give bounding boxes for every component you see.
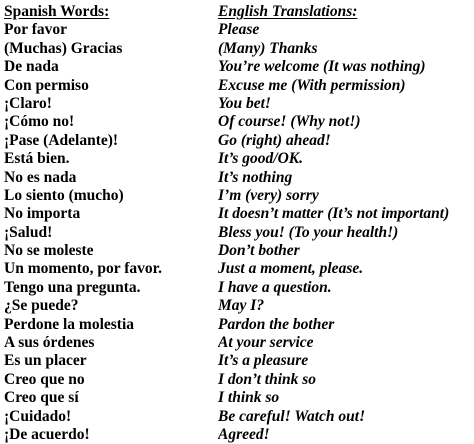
spanish-rows [4, 21, 214, 444]
spanish-phrase: ¡Salud! [4, 223, 53, 241]
english-translation: I don’t think so [218, 370, 317, 388]
spanish-phrase: ¡Cuidado! [4, 407, 72, 425]
english-translation: It doesn’t matter (It’s not important) [218, 205, 450, 223]
english-translation: I have a question. [218, 278, 332, 296]
spanish-phrase: Con permiso [4, 76, 89, 94]
english-translation: Please [218, 21, 260, 39]
spanish-phrase: No es nada [4, 168, 77, 186]
spanish-phrase: Es un placer [4, 352, 87, 370]
english-header: English Translations: [218, 3, 358, 20]
english-translation: Be careful! Watch out! [218, 407, 366, 425]
spanish-phrase: De nada [4, 58, 59, 76]
spanish-phrase: Perdone la molestia [4, 315, 135, 333]
spanish-phrase: (Muchas) Gracias [4, 39, 123, 57]
english-translation: It’s nothing [218, 168, 293, 186]
english-translation: I think so [218, 389, 280, 407]
english-translation: Bless you! (To your health!) [218, 223, 399, 241]
spanish-phrase: Tengo una pregunta. [4, 278, 141, 296]
english-translation: Pardon the bother [218, 315, 335, 333]
spanish-phrase: Creo que sí [4, 389, 79, 407]
english-translation: I’m (very) sorry [218, 186, 319, 204]
english-translation: Go (right) ahead! [218, 131, 331, 149]
english-translation: It’s good/OK. [218, 150, 303, 168]
spanish-header: Spanish Words: [4, 3, 110, 20]
spanish-phrase: ¡Pase (Adelante)! [4, 131, 119, 149]
spanish-phrase: ¡Claro! [4, 94, 52, 112]
spanish-phrase: No se moleste [4, 242, 94, 260]
english-translation: You’re welcome (It was nothing) [218, 58, 426, 76]
spanish-column [4, 3, 214, 444]
english-column [218, 3, 472, 444]
spanish-phrase: ¡De acuerdo! [4, 425, 90, 443]
english-translation: At your service [218, 334, 314, 352]
english-rows [218, 21, 472, 444]
spanish-phrase: Por favor [4, 21, 67, 39]
english-translation: It’s a pleasure [218, 352, 309, 370]
spanish-phrase: Un momento, por favor. [4, 260, 163, 278]
spanish-phrase: No importa [4, 205, 81, 223]
spanish-phrase: Está bien. [4, 150, 70, 168]
spanish-phrase: ¡Cómo no! [4, 113, 75, 131]
english-translation: (Many) Thanks [218, 39, 318, 57]
english-translation: Don’t bother [218, 242, 300, 260]
english-translation: Excuse me (With permission) [218, 76, 406, 94]
spanish-phrase: Creo que no [4, 370, 85, 388]
english-translation: Just a moment, please. [218, 260, 364, 278]
english-translation: Of course! (Why not!) [218, 113, 361, 131]
spanish-phrase: Lo siento (mucho) [4, 186, 124, 204]
english-translation: Agreed! [218, 425, 270, 443]
english-translation: You bet! [218, 94, 271, 112]
spanish-phrase: A sus órdenes [4, 334, 95, 352]
english-translation: May I? [218, 297, 265, 315]
spanish-phrase: ¿Se puede? [4, 297, 79, 315]
